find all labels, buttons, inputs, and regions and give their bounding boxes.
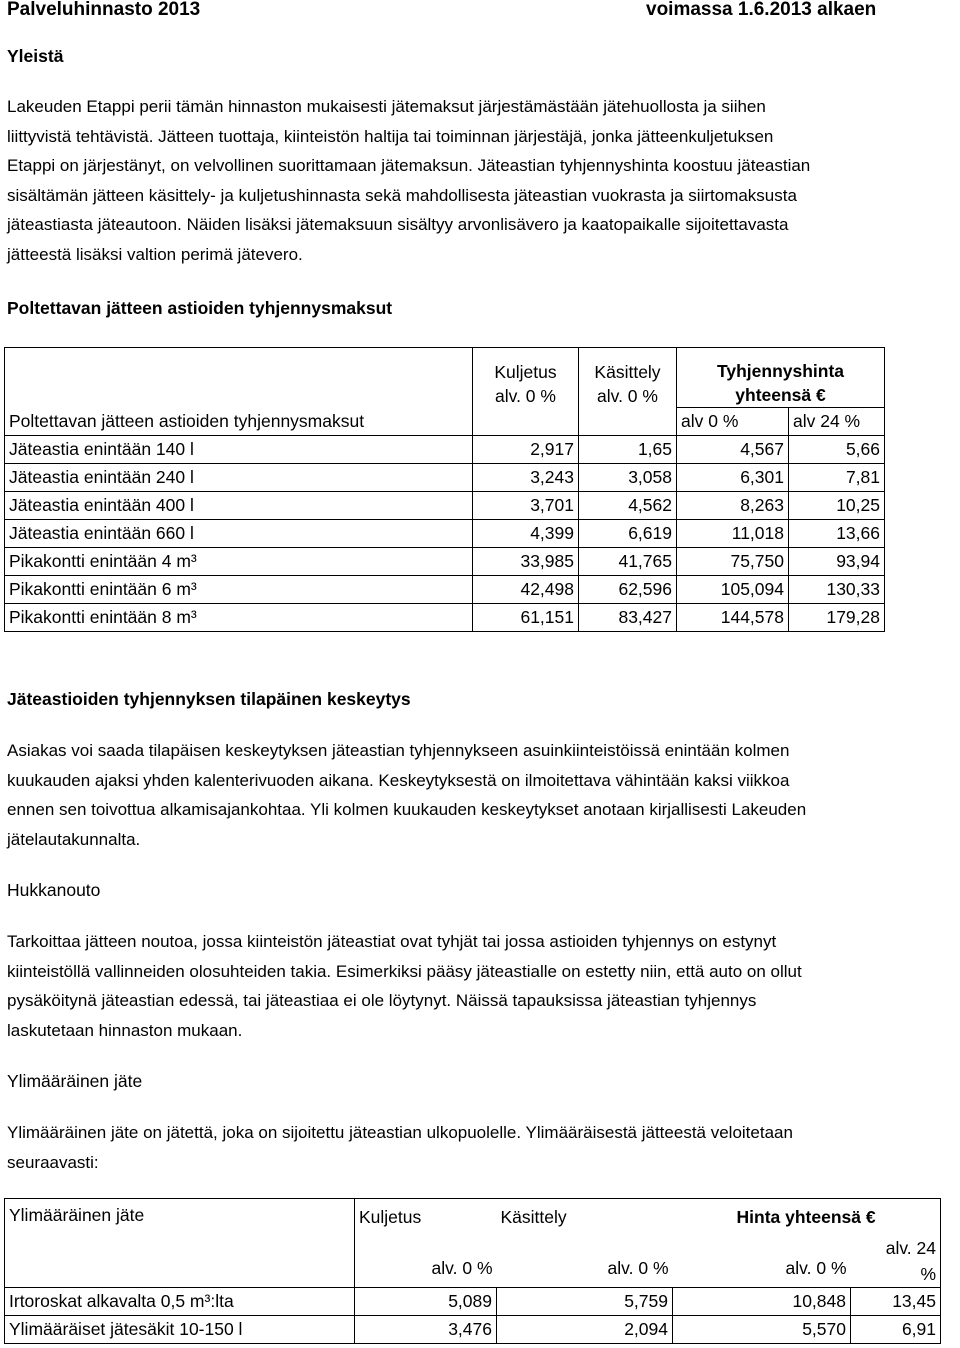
extra-waste-heading: Ylimääräinen jäte — [7, 1071, 143, 1091]
col-handling-vat: alv. 0 % — [597, 385, 658, 406]
general-paragraph — [7, 92, 952, 270]
extra-waste-paragraph — [7, 1118, 952, 1177]
handling-value: 1,65 — [579, 436, 677, 464]
general-heading: Yleistä — [7, 46, 64, 66]
total-vat0-value: 105,094 — [677, 576, 789, 604]
empty-cell — [473, 408, 579, 436]
general-line: Lakeuden Etappi perii tämän hinnaston mukaisesti jätemaksut järjestämästään jätehuollosta ja siihen — [7, 97, 766, 116]
extra-total-vat24-value: 13,45 — [851, 1288, 941, 1316]
total-vat0-value: 4,567 — [677, 436, 789, 464]
handling-value: 6,619 — [579, 520, 677, 548]
total-vat24-value: 130,33 — [789, 576, 885, 604]
extra-transport-vat: alv. 0 % — [431, 1258, 493, 1278]
col-total-label: Tyhjennyshinta — [716, 361, 845, 381]
wasted-pickup-line: pysäköitynä jäteastian edessä, tai jäteastiaa ei ole löytynyt. Näissä tapauksissa jäteastian tyhjennys — [7, 991, 757, 1011]
general-line: sisältämän jätteen käsittely- ja kuljetushinnasta sekä mahdollisesta jäteastian vuokrasta ja siirtomaksusta — [7, 185, 797, 205]
extra-transport-value: 5,089 — [355, 1288, 497, 1316]
row-label: Jäteastia enintään 400 l — [5, 492, 473, 520]
extra-vat24-label: alv. 24 — [885, 1238, 936, 1258]
total-vat24-value: 5,66 — [789, 436, 885, 464]
extra-handling-value: 2,094 — [497, 1316, 673, 1344]
extra-vat24-label-2: % — [920, 1264, 936, 1284]
row-label: Jäteastia enintään 660 l — [5, 520, 473, 548]
table-row — [5, 436, 885, 464]
extra-col-total-header — [673, 1199, 876, 1288]
total-vat24-value: 7,81 — [789, 464, 885, 492]
table-row — [5, 1288, 941, 1316]
empty-cell — [579, 408, 677, 436]
col-total-header — [677, 348, 885, 408]
col-transport-header — [473, 348, 579, 408]
extra-col-transport-header — [355, 1199, 497, 1288]
table-corner-cell — [5, 348, 473, 408]
pause-line: Asiakas voi saada tilapäisen keskeytyksen jäteastian tyhjennykseen asuinkiinteistöissä enintään kolmen — [7, 741, 790, 760]
extra-total-label: Hinta yhteensä € — [736, 1207, 876, 1227]
pause-paragraph — [7, 736, 952, 854]
transport-value: 3,243 — [473, 464, 579, 492]
extra-row-label: Ylimääräiset jätesäkit 10-150 l — [5, 1316, 355, 1344]
transport-value: 42,498 — [473, 576, 579, 604]
wasted-pickup-paragraph — [7, 927, 952, 1045]
extra-col-label-header: Ylimääräinen jäte — [5, 1199, 355, 1288]
extra-handling-value: 5,759 — [497, 1288, 673, 1316]
row-label: Pikakontti enintään 6 m³ — [5, 576, 473, 604]
extra-total-vat0-value: 10,848 — [673, 1288, 851, 1316]
pause-line: ennen sen toivottua alkamisajankohtaa. Yli kolmen kuukauden keskeytykset anotaan kirjallisesti Lakeuden — [7, 800, 807, 820]
total-vat24-value: 179,28 — [789, 604, 885, 632]
document-title: Palveluhinnasto 2013 — [7, 0, 201, 20]
extra-col-handling-header — [497, 1199, 673, 1288]
extra-total-vat0: alv. 0 % — [785, 1258, 847, 1278]
wasted-pickup-line: kiinteistöllä vallinneiden olosuhteiden takia. Esimerkiksi pääsy jäteastialle on estetty niin, että auto on ollut — [7, 961, 802, 981]
total-vat0-value: 75,750 — [677, 548, 789, 576]
total-vat0-value: 11,018 — [677, 520, 789, 548]
transport-value: 33,985 — [473, 548, 579, 576]
extra-handling-label: Käsittely — [500, 1207, 567, 1227]
pause-line: jätelautakunnalta. — [7, 829, 141, 849]
table-row — [5, 464, 885, 492]
transport-value: 2,917 — [473, 436, 579, 464]
transport-value: 4,399 — [473, 520, 579, 548]
total-vat0-value: 144,578 — [677, 604, 789, 632]
col-handling-header — [579, 348, 677, 408]
row-label: Jäteastia enintään 240 l — [5, 464, 473, 492]
extra-waste-table — [4, 1198, 941, 1344]
pause-line: kuukauden ajaksi yhden kalenterivuoden aikana. Keskeytyksestä on ilmoitettava vähintään kaksi viikkoa — [7, 770, 790, 790]
total-vat0-value: 8,263 — [677, 492, 789, 520]
extra-handling-vat: alv. 0 % — [607, 1258, 669, 1278]
col-vat0-header: alv 0 % — [677, 408, 789, 436]
extra-waste-line: Ylimääräinen jäte on jätettä, joka on sijoitettu jäteastian ulkopuolelle. Ylimääräisestä jätteestä veloitetaan — [7, 1123, 793, 1142]
col-transport-vat: alv. 0 % — [495, 385, 556, 406]
row-header-label: Poltettavan jätteen astioiden tyhjennysmaksut — [5, 408, 473, 436]
general-line: jäteastiasta jäteautoon. Näiden lisäksi jätemaksuun sisältyy arvonlisävero ja kaatopaikalle sijoitettavasta — [7, 215, 789, 235]
total-vat0-value: 6,301 — [677, 464, 789, 492]
general-line: Etappi on järjestänyt, on velvollinen suorittamaan jätemaksun. Jäteastian tyhjennyshinta koostuu jäteastian — [7, 156, 811, 176]
table-row — [5, 548, 885, 576]
wasted-pickup-line: Tarkoittaa jätteen noutoa, jossa kiinteistön jäteastiat ovat tyhjät tai jossa astioiden tyhjennys on estynyt — [7, 932, 777, 951]
extra-total-vat0-value: 5,570 — [673, 1316, 851, 1344]
total-vat24-value: 93,94 — [789, 548, 885, 576]
general-line: liittyvistä tehtävistä. Jätteen tuottaja, kiinteistön haltija tai toiminnan järjestäjä, jonka jätteenkuljetuksen — [7, 126, 774, 146]
wasted-pickup-line: laskutetaan hinnaston mukaan. — [7, 1020, 243, 1040]
extra-row-label: Irtoroskat alkavalta 0,5 m³:lta — [5, 1288, 355, 1316]
wasted-pickup-heading: Hukkanouto — [7, 880, 101, 900]
transport-value: 61,151 — [473, 604, 579, 632]
table-row — [5, 1316, 941, 1344]
col-vat24-header: alv 24 % — [789, 408, 885, 436]
table-row — [5, 604, 885, 632]
extra-transport-label: Kuljetus — [359, 1207, 422, 1227]
handling-value: 3,058 — [579, 464, 677, 492]
handling-value: 62,596 — [579, 576, 677, 604]
extra-transport-value: 3,476 — [355, 1316, 497, 1344]
validity-date: voimassa 1.6.2013 alkaen — [646, 0, 877, 20]
extra-total-vat24-value: 6,91 — [851, 1316, 941, 1344]
handling-value: 41,765 — [579, 548, 677, 576]
transport-value: 3,701 — [473, 492, 579, 520]
table-row — [5, 520, 885, 548]
emptying-price-table — [4, 347, 885, 632]
general-line: jätteestä lisäksi valtion perimä jätevero. — [7, 244, 303, 264]
row-label: Pikakontti enintään 4 m³ — [5, 548, 473, 576]
extra-waste-line: seuraavasti: — [7, 1152, 99, 1172]
total-vat24-value: 13,66 — [789, 520, 885, 548]
row-label: Jäteastia enintään 140 l — [5, 436, 473, 464]
col-total-label-2: yhteensä € — [735, 385, 826, 405]
emptying-section-heading: Poltettavan jätteen astioiden tyhjennysmaksut — [7, 298, 393, 318]
handling-value: 83,427 — [579, 604, 677, 632]
table-row — [5, 576, 885, 604]
col-transport-label: Kuljetus — [494, 361, 557, 382]
col-handling-label: Käsittely — [594, 361, 661, 382]
row-label: Pikakontti enintään 8 m³ — [5, 604, 473, 632]
total-vat24-value: 10,25 — [789, 492, 885, 520]
handling-value: 4,562 — [579, 492, 677, 520]
pause-section-heading: Jäteastioiden tyhjennyksen tilapäinen keskeytys — [7, 689, 411, 709]
table-row — [5, 492, 885, 520]
